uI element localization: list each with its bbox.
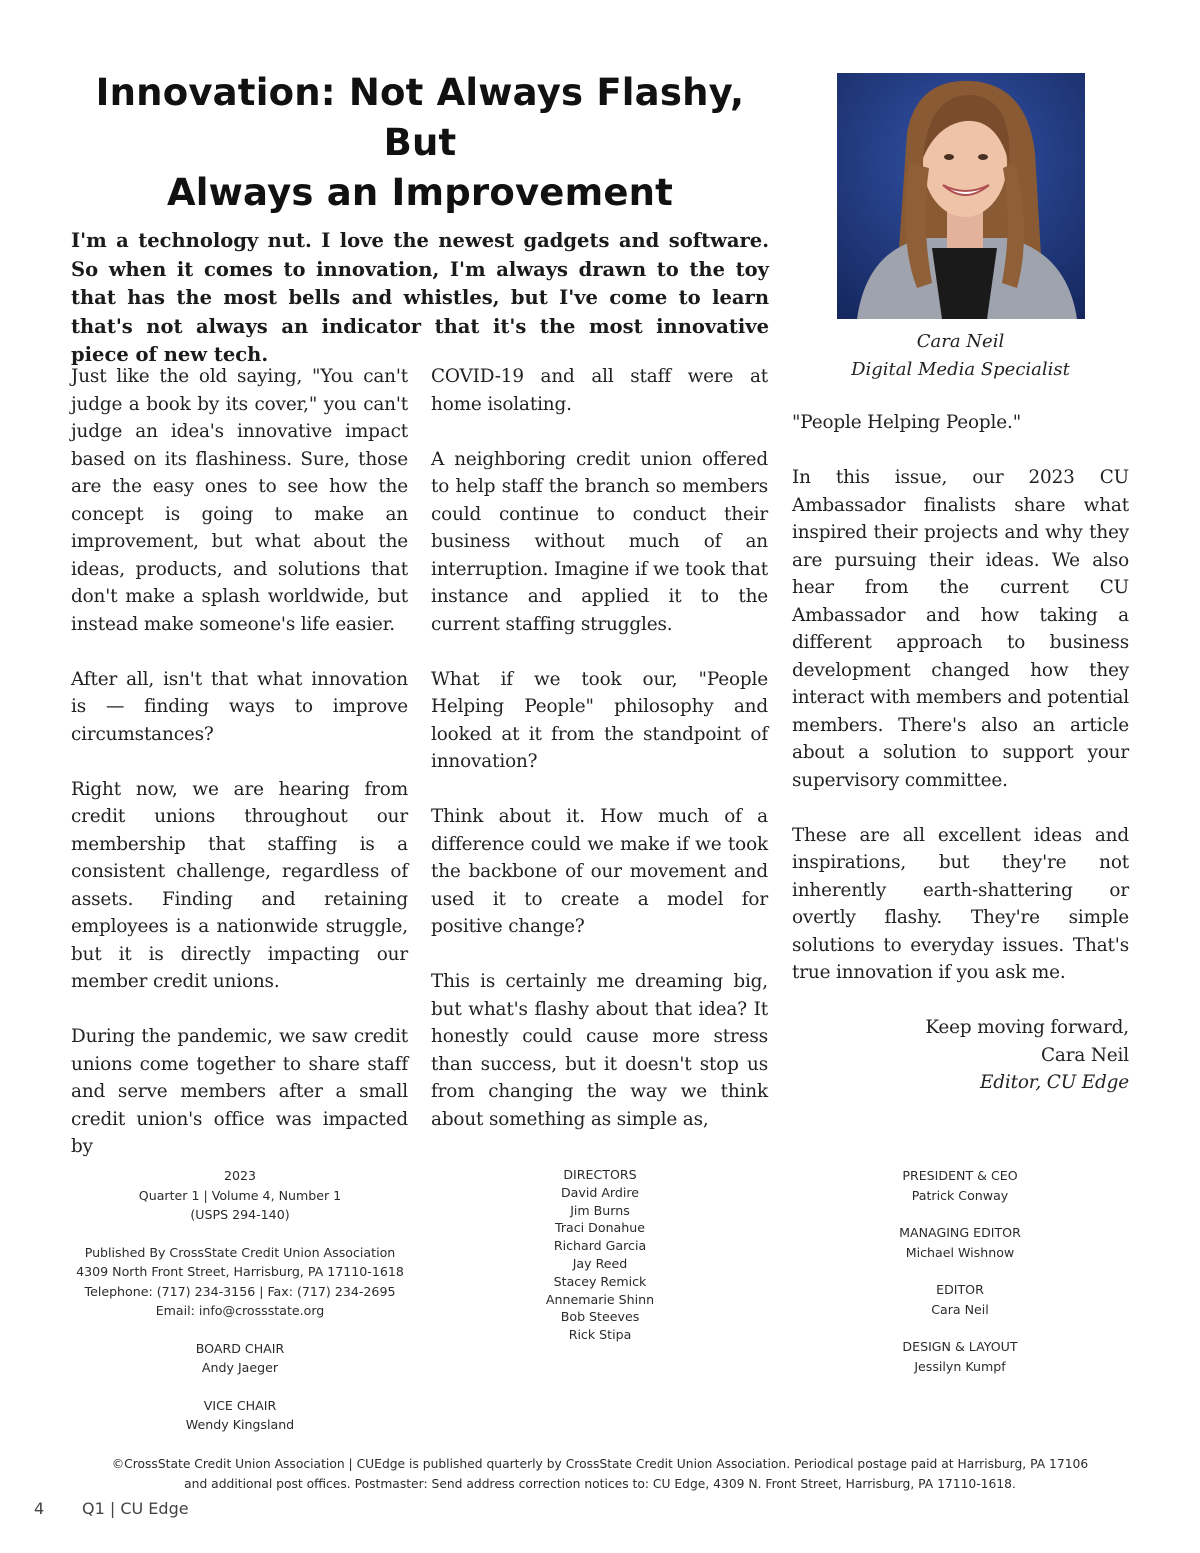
photo-caption [792,328,1129,384]
copyright-notice [60,1455,1140,1494]
caption-name: Cara Neil [916,331,1005,352]
copyright-line-2: and additional post offices. Postmaster: Send address correction notices to: CU Edge, 4309 N. Front Street, Harrisburg, PA 17110-1618. [184,1476,1016,1491]
caption-title: Digital Media Specialist [851,359,1070,380]
director-name: Annemarie Shinn [545,1291,655,1307]
body-column-3 [792,409,1129,1097]
director-name: Richard Garcia [553,1238,647,1254]
masthead-phone: Telephone: (717) 234-3156 | Fax: (717) 234-2695 [84,1283,396,1299]
page-number: 4 [34,1499,45,1518]
director-name: Traci Donahue [555,1220,645,1236]
board-chair-label: BOARD CHAIR [195,1340,285,1356]
paragraph: COVID-19 and all staff were at home isolating. [431,366,768,415]
publication-label: Q1 | CU Edge [82,1499,189,1518]
portrait-image [837,73,1085,319]
paragraph: After all, isn't that what innovation is — finding ways to improve circumstances? [71,668,408,745]
managing-editor-label: MANAGING EDITOR [899,1225,1021,1240]
author-photo [837,73,1085,319]
masthead-published-by: Published By CrossState Credit Union Association [84,1244,396,1260]
masthead-year: 2023 [223,1168,257,1183]
director-name: Rick Stipa [568,1327,632,1343]
director-name: Jay Reed [572,1255,628,1271]
copyright-line-1: ©CrossState Credit Union Association | CUEdge is published quarterly by CrossState Credit Union Association. Periodical postage paid at Harrisburg, PA 17106 [111,1457,1089,1471]
masthead-email: Email: info@crossstate.org [155,1303,325,1318]
signoff [792,1014,1129,1097]
paragraph: These are all excellent ideas and inspirations, but they're not inherently earth-shattering or overtly flashy. They're simple solutions to everyday issues. That's true innovation if you ask me. [792,824,1129,983]
board-chair-name: Andy Jaeger [201,1360,279,1375]
paragraph: Think about it. How much of a difference could we make if we took the backbone of our movement and used it to create a model for positive change? [431,806,768,937]
masthead-staff [860,1166,1060,1376]
body-column-2 [431,363,768,1133]
masthead-usps: (USPS 294-140) [190,1207,290,1222]
paragraph: A neighboring credit union offered to help staff the branch so members could continue to conduct their business without much of an interruption. Imagine if we took that instance and applied it to the current staffing struggles. [431,448,768,635]
masthead-issue: Quarter 1 | Volume 4, Number 1 [138,1187,342,1203]
signoff-role: Editor, CU Edge [979,1072,1129,1093]
signoff-name: Cara Neil [1040,1044,1129,1066]
masthead-publication [60,1166,420,1435]
title-line-1: Innovation: Not Always Flashy, But [95,71,745,164]
vice-chair-name: Wendy Kingsland [185,1417,295,1432]
president-label: PRESIDENT & CEO [902,1168,1018,1183]
directors-label: DIRECTORS [563,1167,637,1182]
article-title [62,68,778,218]
editor-name: Cara Neil [931,1301,989,1317]
director-name: Stacey Remick [553,1273,647,1289]
director-name: David Ardire [560,1184,640,1200]
design-name: Jessilyn Kumpf [914,1358,1006,1374]
article-intro: I'm a technology nut. I love the newest gadgets and software. So when it comes to innovation, I'm always drawn to the toy that has the most bells and whistles, but I've come to learn that's not always an indicator that it's the most innovative piece of new tech. [71,229,769,366]
director-name: Jim Burns [570,1202,630,1218]
masthead-directors [500,1166,700,1344]
editor-label: EDITOR [936,1282,984,1297]
paragraph: This is certainly me dreaming big, but what's flashy about that idea? It honestly could cause more stress than success, but it doesn't stop us from changing the way we think about something as simple as, [431,971,768,1130]
title-line-2: Always an Improvement [166,171,674,214]
managing-editor-name: Michael Wishnow [905,1244,1015,1260]
director-name: Bob Steeves [560,1309,640,1325]
paragraph: During the pandemic, we saw credit unions come together to share staff and serve members after a small credit union's office was impacted by [71,1026,408,1157]
signoff-closing: Keep moving forward, [925,1017,1129,1038]
paragraph: "People Helping People." [792,412,1022,433]
vice-chair-label: VICE CHAIR [203,1397,277,1413]
paragraph: Just like the old saying, "You can't judge a book by its cover," you can't judge an idea's innovative impact based on its flashiness. Sure, those are the easy ones to see how the concept is going to make an improvement, but what about the ideas, products, and solutions that don't make a splash worldwide, but instead make someone's life easier. [71,366,408,635]
paragraph: What if we took our, "People Helping People" philosophy and looked at it from the standpoint of innovation? [431,668,768,772]
body-column-1 [71,363,408,1161]
paragraph: In this issue, our 2023 CU Ambassador finalists share what inspired their projects and why they are pursuing their ideas. We also hear from the current CU Ambassador and how taking a different approach to business development changed how they interact with members and potential members. There's also an article about a solution to support your supervisory committee. [792,467,1129,791]
design-label: DESIGN & LAYOUT [902,1339,1018,1354]
president-name: Patrick Conway [911,1187,1009,1203]
masthead-address: 4309 North Front Street, Harrisburg, PA 17110-1618 [76,1264,404,1279]
paragraph: Right now, we are hearing from credit unions throughout our membership that staffing is a consistent challenge, regardless of assets. Finding and retaining employees is a nationwide struggle, but it is directly impacting our member credit unions. [71,778,408,992]
